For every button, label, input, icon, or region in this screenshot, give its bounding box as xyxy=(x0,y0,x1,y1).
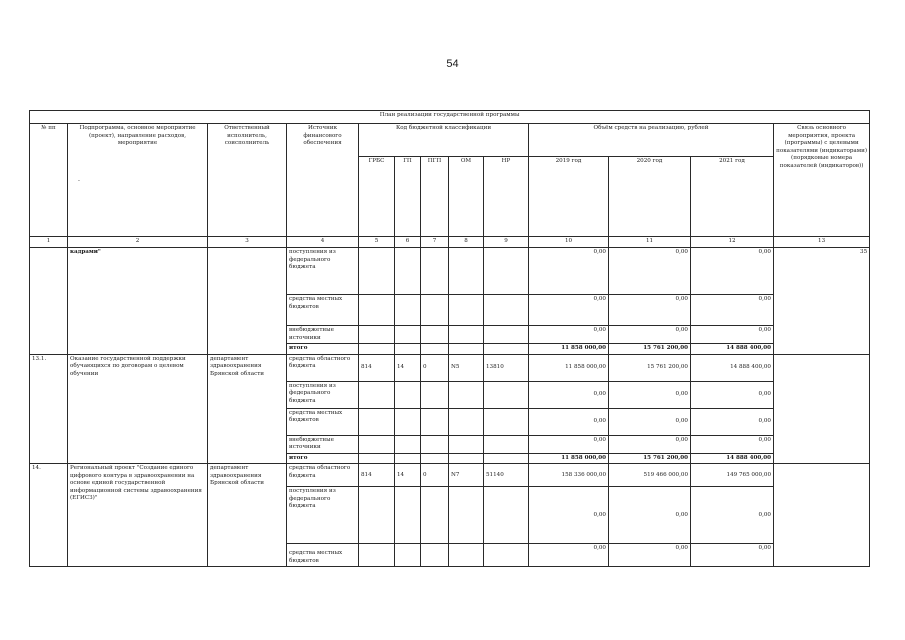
col-number: 1 xyxy=(30,237,68,248)
header-num: № пп xyxy=(30,124,68,237)
col-number: 13 xyxy=(774,237,870,248)
row-source: средства местных бюджетов xyxy=(287,408,359,435)
header-om: ОМ xyxy=(449,157,484,237)
col-number: 5 xyxy=(359,237,395,248)
table-row xyxy=(30,354,870,381)
code-gp: 14 xyxy=(395,464,421,487)
value-2020: 0,00 xyxy=(609,248,691,295)
value-2021: 14 888 400,00 xyxy=(691,453,774,464)
value-2021: 0,00 xyxy=(691,408,774,435)
code-om: N5 xyxy=(449,354,484,381)
value-2021: 14 888 400,00 xyxy=(691,354,774,381)
row-source: средства областного бюджета xyxy=(287,464,359,487)
value-2019: 0,00 xyxy=(529,487,609,544)
header-2019: 2019 год xyxy=(529,157,609,237)
row-source: итого xyxy=(287,344,359,355)
value-2020: 0,00 xyxy=(609,435,691,453)
value-2019: 11 858 000,00 xyxy=(529,453,609,464)
value-2020: 0,00 xyxy=(609,408,691,435)
code-grbs: 814 xyxy=(359,464,395,487)
row-source: средства областного бюджета xyxy=(287,354,359,381)
row-num: 14. xyxy=(30,464,68,567)
row-responsible: департамент здравоохранения Брянской области xyxy=(208,464,287,567)
row-source: средства местных бюджетов xyxy=(287,295,359,326)
code-pgp: 0 xyxy=(421,464,449,487)
value-2020: 0,00 xyxy=(609,326,691,344)
header-budget-code: Код бюджетной классификации xyxy=(359,124,529,157)
col-number: 7 xyxy=(421,237,449,248)
row-name: кадрами" xyxy=(68,248,208,355)
col-number: 6 xyxy=(395,237,421,248)
row-link: 35 xyxy=(774,248,870,355)
row-source: поступления из федерального бюджета xyxy=(287,381,359,408)
program-plan-table xyxy=(29,110,870,567)
header-link: Связь основного мероприятия, проекта (программы) с целевыми показателями (индикаторами) (порядковые номера показателей (индикаторов)) xyxy=(774,124,870,237)
value-2019: 11 858 000,00 xyxy=(529,354,609,381)
value-2019: 0,00 xyxy=(529,544,609,567)
row-source: внебюджетные источники xyxy=(287,326,359,344)
value-2021: 0,00 xyxy=(691,248,774,295)
value-2019: 0,00 xyxy=(529,435,609,453)
col-number: 8 xyxy=(449,237,484,248)
value-2021: 0,00 xyxy=(691,544,774,567)
header-2021: 2021 год xyxy=(691,157,774,237)
code-grbs: 814 xyxy=(359,354,395,381)
code-nr: 51140 xyxy=(484,464,529,487)
value-2019: 158 336 000,00 xyxy=(529,464,609,487)
value-2020: 0,00 xyxy=(609,381,691,408)
row-link xyxy=(774,464,870,567)
row-source: поступления из федерального бюджета xyxy=(287,487,359,544)
header-nr: НР xyxy=(484,157,529,237)
value-2020: 0,00 xyxy=(609,544,691,567)
value-2021: 149 765 000,00 xyxy=(691,464,774,487)
header-gp: ГП xyxy=(395,157,421,237)
value-2021: 0,00 xyxy=(691,435,774,453)
row-name: Оказание государственной поддержки обучающихся по договорам о целевом обучении xyxy=(68,354,208,464)
value-2020: 0,00 xyxy=(609,487,691,544)
row-source: средства местных бюджетов xyxy=(287,544,359,567)
header-source: Источник финансового обеспечения xyxy=(287,124,359,237)
value-2021: 0,00 xyxy=(691,381,774,408)
code-gp: 14 xyxy=(395,354,421,381)
header-responsible: Ответственный исполнитель, соисполнитель xyxy=(208,124,287,237)
header-name: Подпрограмма, основное мероприятие (проект), направление расходов, мероприятие - xyxy=(68,124,208,237)
row-num xyxy=(30,248,68,355)
col-number: 2 xyxy=(68,237,208,248)
code-om: N7 xyxy=(449,464,484,487)
value-2019: 11 858 000,00 xyxy=(529,344,609,355)
stray-mark: - xyxy=(78,177,80,184)
col-number: 4 xyxy=(287,237,359,248)
page-number: 54 xyxy=(446,58,459,70)
value-2021: 0,00 xyxy=(691,487,774,544)
row-source: внебюджетные источники xyxy=(287,435,359,453)
value-2019: 0,00 xyxy=(529,248,609,295)
col-number: 3 xyxy=(208,237,287,248)
header-pgp: ПГП xyxy=(421,157,449,237)
header-2020: 2020 год xyxy=(609,157,691,237)
col-number: 9 xyxy=(484,237,529,248)
value-2021: 0,00 xyxy=(691,326,774,344)
value-2021: 14 888 400,00 xyxy=(691,344,774,355)
code-pgp: 0 xyxy=(421,354,449,381)
value-2019: 0,00 xyxy=(529,326,609,344)
header-volume: Объём средств на реализацию, рублей xyxy=(529,124,774,157)
value-2020: 519 466 000,00 xyxy=(609,464,691,487)
row-num: 13.1. xyxy=(30,354,68,464)
col-number: 10 xyxy=(529,237,609,248)
col-number: 12 xyxy=(691,237,774,248)
value-2020: 15 761 200,00 xyxy=(609,354,691,381)
row-source: поступления из федерального бюджета xyxy=(287,248,359,295)
value-2019: 0,00 xyxy=(529,295,609,326)
table-row xyxy=(30,248,870,295)
row-responsible xyxy=(208,248,287,355)
row-source: итого xyxy=(287,453,359,464)
row-name: Региональный проект "Создание единого цифрового контура в здравоохранении на основе единой государственной информационной системы здравоохранения (ЕГИСЗ)" xyxy=(68,464,208,567)
row-responsible: департамент здравоохранения Брянской области xyxy=(208,354,287,464)
code-nr: 13810 xyxy=(484,354,529,381)
table-title: План реализации государственной программы xyxy=(30,111,870,124)
header-grbs: ГРБС xyxy=(359,157,395,237)
value-2021: 0,00 xyxy=(691,295,774,326)
row-link xyxy=(774,354,870,464)
value-2019: 0,00 xyxy=(529,408,609,435)
col-number: 11 xyxy=(609,237,691,248)
value-2020: 15 761 200,00 xyxy=(609,344,691,355)
value-2019: 0,00 xyxy=(529,381,609,408)
value-2020: 15 761 200,00 xyxy=(609,453,691,464)
value-2020: 0,00 xyxy=(609,295,691,326)
table-row xyxy=(30,464,870,487)
